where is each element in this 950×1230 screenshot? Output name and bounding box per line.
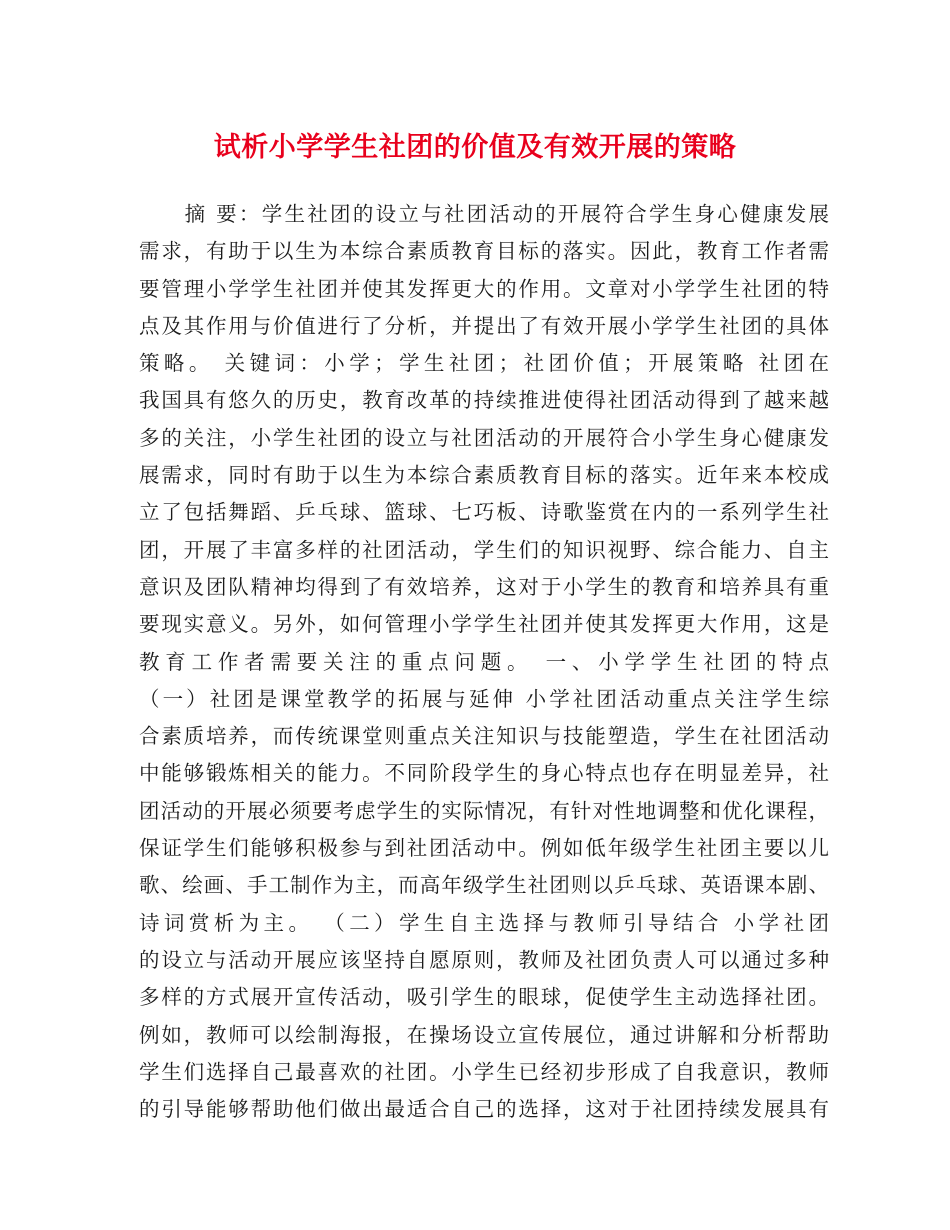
body-line: 诗词赏析为主。 （二）学生自主选择与教师引导结合 小学社团 [139,910,829,935]
body-line: 中能够锻炼相关的能力。不同阶段学生的身心特点也存在明显差异，社 [139,761,829,786]
body-line: 立了包括舞蹈、乒乓球、篮球、七巧板、诗歌鉴赏在内的一系列学生社 [139,500,829,525]
body-line: 要管理小学学生社团并使其发挥更大的作用。文章对小学学生社团的特 [139,276,829,301]
body-line: 需求，有助于以生为本综合素质教育目标的落实。因此，教育工作者需 [139,239,829,264]
body-line: 学生们选择自己最喜欢的社团。小学生已经初步形成了自我意识，教师 [139,1059,829,1084]
body-line: 展需求，同时有助于以生为本综合素质教育目标的落实。近年来本校成 [139,463,829,488]
document-body [139,196,829,1128]
body-line: 要现实意义。另外，如何管理小学学生社团并使其发挥更大作用，这是 [139,612,829,637]
body-line: 合素质培养，而传统课堂则重点关注知识与技能塑造，学生在社团活动 [139,724,829,749]
body-line: 保证学生们能够积极参与到社团活动中。例如低年级学生社团主要以儿 [139,836,829,861]
body-line: （一）社团是课堂教学的拓展与延伸 小学社团活动重点关注学生综 [139,686,829,711]
body-line: 的设立与活动开展应该坚持自愿原则，教师及社团负责人可以通过多种 [139,947,829,972]
body-line: 我国具有悠久的历史，教育改革的持续推进使得社团活动得到了越来越 [139,388,829,413]
body-line: 多的关注，小学生社团的设立与社团活动的开展符合小学生身心健康发 [139,425,829,450]
body-line: 点及其作用与价值进行了分析，并提出了有效开展小学学生社团的具体 [139,313,829,338]
body-line: 歌、绘画、手工制作为主，而高年级学生社团则以乒乓球、英语课本剧、 [139,873,829,898]
document-title: 试析小学学生社团的价值及有效开展的策略 [213,132,737,163]
body-line: 策略。 关键词：小学；学生社团；社团价值；开展策略 社团在 [139,351,829,376]
body-line: 团，开展了丰富多样的社团活动，学生们的知识视野、综合能力、自主 [139,537,829,562]
body-line: 例如，教师可以绘制海报，在操场设立宣传展位，通过讲解和分析帮助 [139,1022,829,1047]
body-line: 团活动的开展必须要考虑学生的实际情况，有针对性地调整和优化课程， [139,798,829,823]
body-line: 的引导能够帮助他们做出最适合自己的选择，这对于社团持续发展具有 [139,1097,829,1122]
body-line: 摘 要：学生社团的设立与社团活动的开展符合学生身心健康发展 [139,202,829,226]
body-line: 教育工作者需要关注的重点问题。 一、小学学生社团的特点 [139,649,829,674]
body-line: 多样的方式展开宣传活动，吸引学生的眼球，促使学生主动选择社团。 [139,985,829,1010]
body-line: 意识及团队精神均得到了有效培养，这对于小学生的教育和培养具有重 [139,574,829,599]
